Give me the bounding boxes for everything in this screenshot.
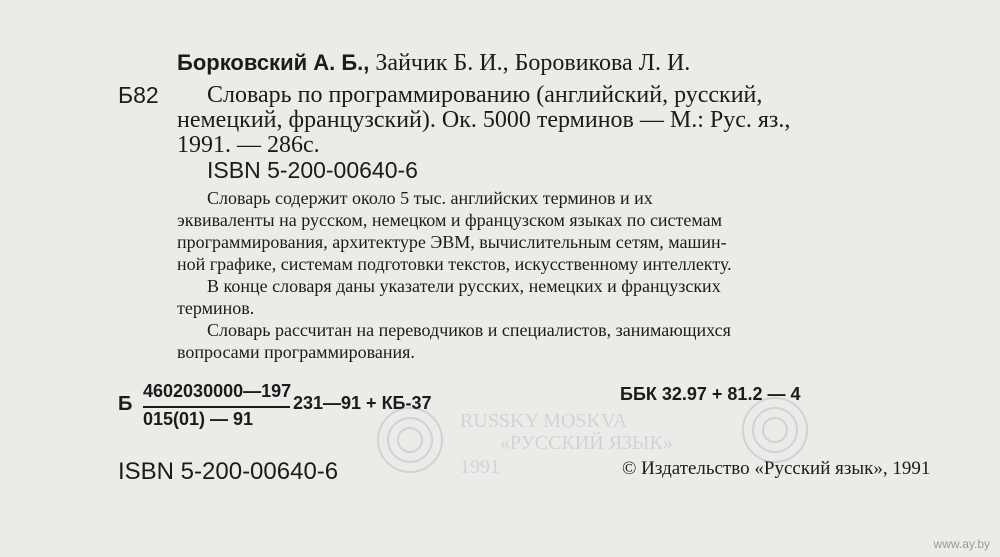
- isbn-record: ISBN 5-200-00640-6: [207, 157, 418, 183]
- title-line-1: Словарь по программированию (английский, русский,: [207, 82, 763, 108]
- call-number: Б82: [118, 82, 159, 108]
- abstract-line-7: Словарь рассчитан на переводчиков и специалистов, занимающихся: [207, 320, 731, 340]
- abstract-line-4: ной графике, системам подготовки текстов, искусственному интеллекту.: [177, 254, 732, 274]
- stamp-line-1: RUSSKY MOSKVA: [460, 410, 628, 432]
- abstract-line-6: терминов.: [177, 298, 255, 318]
- abstract-line-8: вопросами программирования.: [177, 342, 415, 362]
- site-watermark: www.ay.by: [933, 537, 990, 551]
- publisher-copyright: © Издательство «Русский язык», 1991: [622, 458, 931, 479]
- authors-line: [177, 50, 690, 77]
- catalog-numerator: 4602030000—197: [143, 381, 292, 401]
- stamp-year: 1991: [460, 456, 500, 478]
- abstract-line-5: В конце словаря даны указатели русских, немецких и французских: [207, 276, 721, 296]
- abstract-line-2: эквиваленты на русском, немецком и французском языках по системам: [177, 210, 723, 230]
- first-author: Борковский А. Б.,: [177, 50, 370, 75]
- stamp-line-2: «РУССКИЙ ЯЗЫК»: [500, 432, 673, 454]
- catalog-denominator: 015(01) — 91: [143, 409, 254, 429]
- sunburst-emblem-icon: [370, 400, 460, 480]
- other-authors: Зайчик Б. И., Боровикова Л. И.: [375, 50, 691, 76]
- abstract-line-1: Словарь содержит около 5 тыс. английских терминов и их: [207, 188, 653, 208]
- catalog-suffix: 231—91 + КБ-37: [293, 393, 432, 413]
- fraction-bar: [143, 406, 290, 408]
- catalog-letter: Б: [118, 393, 133, 415]
- title-line-3: 1991. — 286с.: [177, 132, 320, 158]
- footer-isbn: ISBN 5-200-00640-6: [118, 458, 339, 485]
- bbk-code: ББК 32.97 + 81.2 — 4: [620, 384, 801, 404]
- title-line-2: немецкий, французский). Ок. 5000 терминов — М.: Рус. яз.,: [177, 107, 791, 133]
- abstract-line-3: программирования, архитектуре ЭВМ, вычислительным сетям, машин-: [177, 232, 727, 252]
